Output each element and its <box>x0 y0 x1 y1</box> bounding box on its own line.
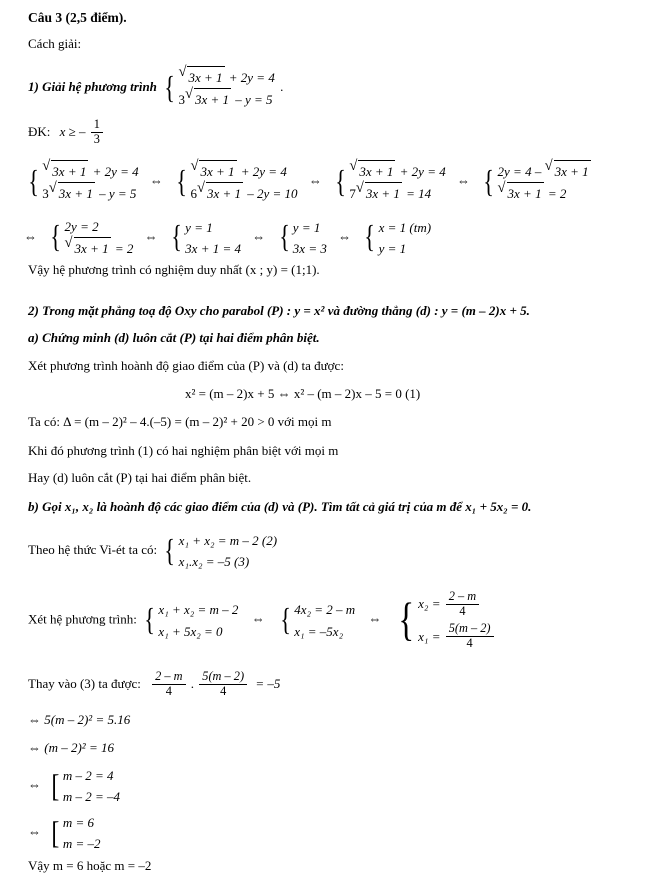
step-3-row1: m – 2 = 4 <box>62 768 114 783</box>
solve-s3-row1-den: 4 <box>446 604 479 619</box>
chain-system-4 <box>481 160 591 204</box>
condition-expression: x ≥ – <box>59 124 86 140</box>
system-row-1: √ 3x + 1 + 2y = 4 <box>178 66 274 88</box>
brace-icon: { <box>335 163 347 199</box>
chain-s3-row2-rest: = 14 <box>406 186 432 202</box>
page-title: Câu 3 (2,5 điểm). <box>28 10 127 25</box>
brace-icon: { <box>28 163 40 199</box>
solve-arrow-1: ⇔ <box>251 611 265 627</box>
viet-row-1: x₁ + x₂ = m – 2 (2) <box>178 533 278 548</box>
step-3-row <box>28 765 122 807</box>
part2a-line3: Khi đó phương trình (1) có hai nghiệm phân biệt với mọi m <box>28 443 339 458</box>
viet-row-2: x₁.x₂ = –5 (3) <box>178 554 250 570</box>
brace-icon: { <box>144 602 156 638</box>
chain-system-7 <box>277 217 327 259</box>
chain-s6-row1: y = 1 <box>185 219 213 235</box>
sqrt-arg: 3x + 1 <box>51 160 88 182</box>
solve-s3-row2-frac <box>446 622 494 651</box>
chain-s3-coef: 7 <box>349 186 356 202</box>
sqrt-arg: 3x + 1 <box>74 237 111 259</box>
chain-s7-row1: y = 1 <box>292 219 321 235</box>
sqrt-arg: 3x + 1 <box>507 182 544 204</box>
part1-system <box>162 66 275 110</box>
substitute-row <box>28 670 280 699</box>
part2a-equation: x² = (m – 2)x + 5 ⇔ x² – (m – 2)x – 5 = 0 (1) <box>185 386 421 401</box>
chain-s3-row1: √ 3x + 1 + 2y = 4 <box>349 160 445 182</box>
solve-s3-row1-frac <box>446 590 479 619</box>
part2a-label: a) Chứng minh (d) luôn cắt (P) tại hai điểm phân biệt. <box>28 330 320 345</box>
step-4-arrow: ⇔ <box>28 824 41 840</box>
part2a-line4: Hay (d) luôn cắt (P) tại hai điểm phân biệt. <box>28 470 252 485</box>
condition-label: ĐK: <box>28 124 51 140</box>
chain-s2-row2-rest: – 2y = 10 <box>247 186 298 202</box>
sqrt-arg: 3x + 1 <box>58 182 95 204</box>
brace-icon: { <box>50 219 62 255</box>
sqrt-arg-1: 3x + 1 <box>187 66 224 88</box>
chain-s2-coef: 6 <box>190 186 197 202</box>
chain-arrow-5: ⇔ <box>144 228 158 244</box>
chain-system-5 <box>48 216 133 259</box>
brace-icon: { <box>164 69 176 105</box>
chain-s4-row1-lhs: 2y = 4 – <box>497 164 542 179</box>
part1-label-row <box>28 66 283 110</box>
chain-arrow-3: ⇔ <box>456 173 470 189</box>
chain-system-8 <box>362 217 431 259</box>
substitute-frac-1 <box>152 670 185 699</box>
chain-s1-coef: 3 <box>42 186 49 202</box>
solve-system-2 <box>278 599 355 641</box>
chain-s6-row2: 3x + 1 = 4 <box>185 240 241 256</box>
brace-icon: { <box>483 163 495 199</box>
step-4-row2: m = –2 <box>62 836 101 852</box>
substitute-frac-2 <box>199 670 247 699</box>
solve-s3-row2-lhs: x₁ = <box>418 628 441 644</box>
bracket-icon: [ <box>51 814 60 850</box>
brace-icon: { <box>280 602 291 638</box>
substitute-frac-2-num: 5(m – 2) <box>202 669 245 683</box>
solve-s2-row2: x₁ = –5x₂ <box>294 623 344 639</box>
condition-frac-den: 3 <box>91 132 103 147</box>
chain-arrow-4: ⇔ <box>24 228 37 244</box>
solve-arrow-2: ⇔ <box>368 611 382 627</box>
step-3-row2: m – 2 = –4 <box>62 789 121 805</box>
bracket-icon: [ <box>51 767 60 803</box>
chain-arrow-1: ⇔ <box>149 173 163 189</box>
part2-intro: 2) Trong mặt phẳng toạ độ Oxy cho parabol (P) : y = x² và đường thẳng (d) : y = (m – 2)x + 5. <box>28 303 530 318</box>
chain-s5-row2: √ 3x + 1 = 2 <box>65 237 134 259</box>
substitute-label: Thay vào (3) ta được: <box>28 676 141 692</box>
step-2: ⇔ (m – 2)² = 16 <box>28 740 114 755</box>
sqrt-arg-2: 3x + 1 <box>194 88 231 110</box>
sqrt-arg: 3x + 1 <box>554 160 591 182</box>
solve-s3-row2-num: 5(m – 2) <box>448 621 491 636</box>
step-1: ⇔ 5(m – 2)² = 5.16 <box>28 712 131 727</box>
chain-s8-row2: y = 1 <box>378 240 407 256</box>
solve-system-row <box>28 588 498 653</box>
chain-s2-row2: 6 √ 3x + 1 – 2y = 10 <box>190 182 297 204</box>
chain-system-3 <box>333 160 446 204</box>
solve-s3-row1 <box>418 588 495 621</box>
solve-s3-row1-num: 2 – m <box>448 588 477 603</box>
solve-system-label: Xét hệ phương trình: <box>28 611 137 627</box>
step-3-cases <box>50 765 120 807</box>
sqrt-arg: 3x + 1 <box>206 182 243 204</box>
chain-s3-row1-rest: + 2y = 4 <box>399 164 446 179</box>
chain-s1-row1: √ 3x + 1 + 2y = 4 <box>42 160 138 182</box>
system-row-1-rest: + 2y = 4 <box>228 70 275 85</box>
solution-chain-row-1 <box>24 160 594 204</box>
part1-period: . <box>280 79 284 95</box>
brace-icon: { <box>364 219 376 255</box>
step-4-cases <box>50 812 100 854</box>
chain-s2-row1-rest: + 2y = 4 <box>240 164 287 179</box>
step-4-row1: m = 6 <box>62 815 95 830</box>
chain-arrow-7: ⇔ <box>338 228 352 244</box>
brace-icon: { <box>278 219 290 255</box>
chain-s7-row2: 3x = 3 <box>292 240 327 256</box>
chain-system-2 <box>174 160 297 204</box>
substitute-frac-1-den: 4 <box>152 684 185 699</box>
part2a-line2: Ta có: Δ = (m – 2)² – 4.(–5) = (m – 2)² + 20 > 0 với mọi m <box>28 414 332 429</box>
chain-s1-row2-rest: – y = 5 <box>99 186 137 202</box>
brace-icon: { <box>398 594 414 647</box>
brace-icon: { <box>164 532 176 568</box>
sqrt-arg: 3x + 1 <box>358 160 395 182</box>
part2b-label: b) Gọi x₁, x₂ là hoành độ các giao điểm của (d) và (P). Tìm tất cả giá trị của m để x₁ + 5x₂ = 0. <box>28 499 532 514</box>
solve-system-1 <box>142 599 238 641</box>
substitute-dot: . <box>190 676 195 692</box>
chain-s3-row2: 7 √ 3x + 1 = 14 <box>349 182 445 204</box>
part1-label: 1) Giải hệ phương trình <box>28 79 157 95</box>
solve-s1-row2: x₁ + 5x₂ = 0 <box>158 623 223 639</box>
part2a-line1: Xét phương trình hoành độ giao điểm của (P) và (d) ta được: <box>28 358 344 373</box>
step-4-row <box>28 812 103 854</box>
chain-s4-row2: √ 3x + 1 = 2 <box>498 182 592 204</box>
viet-row <box>28 530 279 572</box>
sqrt-arg: 3x + 1 <box>365 182 402 204</box>
sqrt-arg: 3x + 1 <box>199 160 236 182</box>
chain-system-1 <box>26 160 139 204</box>
chain-system-6 <box>169 217 241 259</box>
chain-s4-row2-rest: = 2 <box>547 186 567 202</box>
solve-s1-row1: x₁ + x₂ = m – 2 <box>158 602 239 618</box>
chain-arrow-2: ⇔ <box>308 173 322 189</box>
part1-conclusion: Vậy hệ phương trình có nghiệm duy nhất (x ; y) = (1;1). <box>28 262 320 277</box>
solve-s3-row1-lhs: x₂ = <box>418 596 441 611</box>
condition-row <box>28 118 105 147</box>
method-label: Cách giải: <box>28 36 82 51</box>
condition-fraction <box>91 118 103 147</box>
solution-chain-row-2 <box>24 216 433 259</box>
system-row-2: 3 √ 3x + 1 – y = 5 <box>178 88 274 110</box>
step-3-arrow: ⇔ <box>28 777 41 793</box>
brace-icon: { <box>171 219 182 255</box>
chain-s1-row2: 3 √ 3x + 1 – y = 5 <box>42 182 138 204</box>
chain-s2-row1: √ 3x + 1 + 2y = 4 <box>190 160 297 182</box>
final-answer: Vậy m = 6 hoặc m = –2 <box>28 858 152 873</box>
chain-s5-row1: 2y = 2 <box>64 219 99 234</box>
solve-s2-row1: 4x₂ = 2 – m <box>294 602 356 618</box>
system-row-2-coef: 3 <box>178 92 185 108</box>
chain-s5-row2-rest: = 2 <box>114 241 134 257</box>
condition-frac-num: 1 <box>93 117 100 131</box>
substitute-frac-2-den: 4 <box>199 684 247 699</box>
chain-s1-row1-rest: + 2y = 4 <box>92 164 139 179</box>
solve-s3-row2-den: 4 <box>446 636 494 651</box>
chain-s4-row1: 2y = 4 – √ 3x + 1 <box>498 160 592 182</box>
substitute-equals: = –5 <box>255 676 281 692</box>
solve-s3-row2 <box>418 621 495 654</box>
brace-icon: { <box>176 163 188 199</box>
chain-s8-row1: x = 1 (tm) <box>378 219 432 235</box>
viet-system <box>162 530 277 572</box>
chain-arrow-6: ⇔ <box>252 228 266 244</box>
solve-system-3 <box>395 588 496 653</box>
system-row-2-rest: – y = 5 <box>235 92 273 108</box>
substitute-frac-1-num: 2 – m <box>155 669 183 683</box>
viet-label: Theo hệ thức Vi-ét ta có: <box>28 542 158 558</box>
